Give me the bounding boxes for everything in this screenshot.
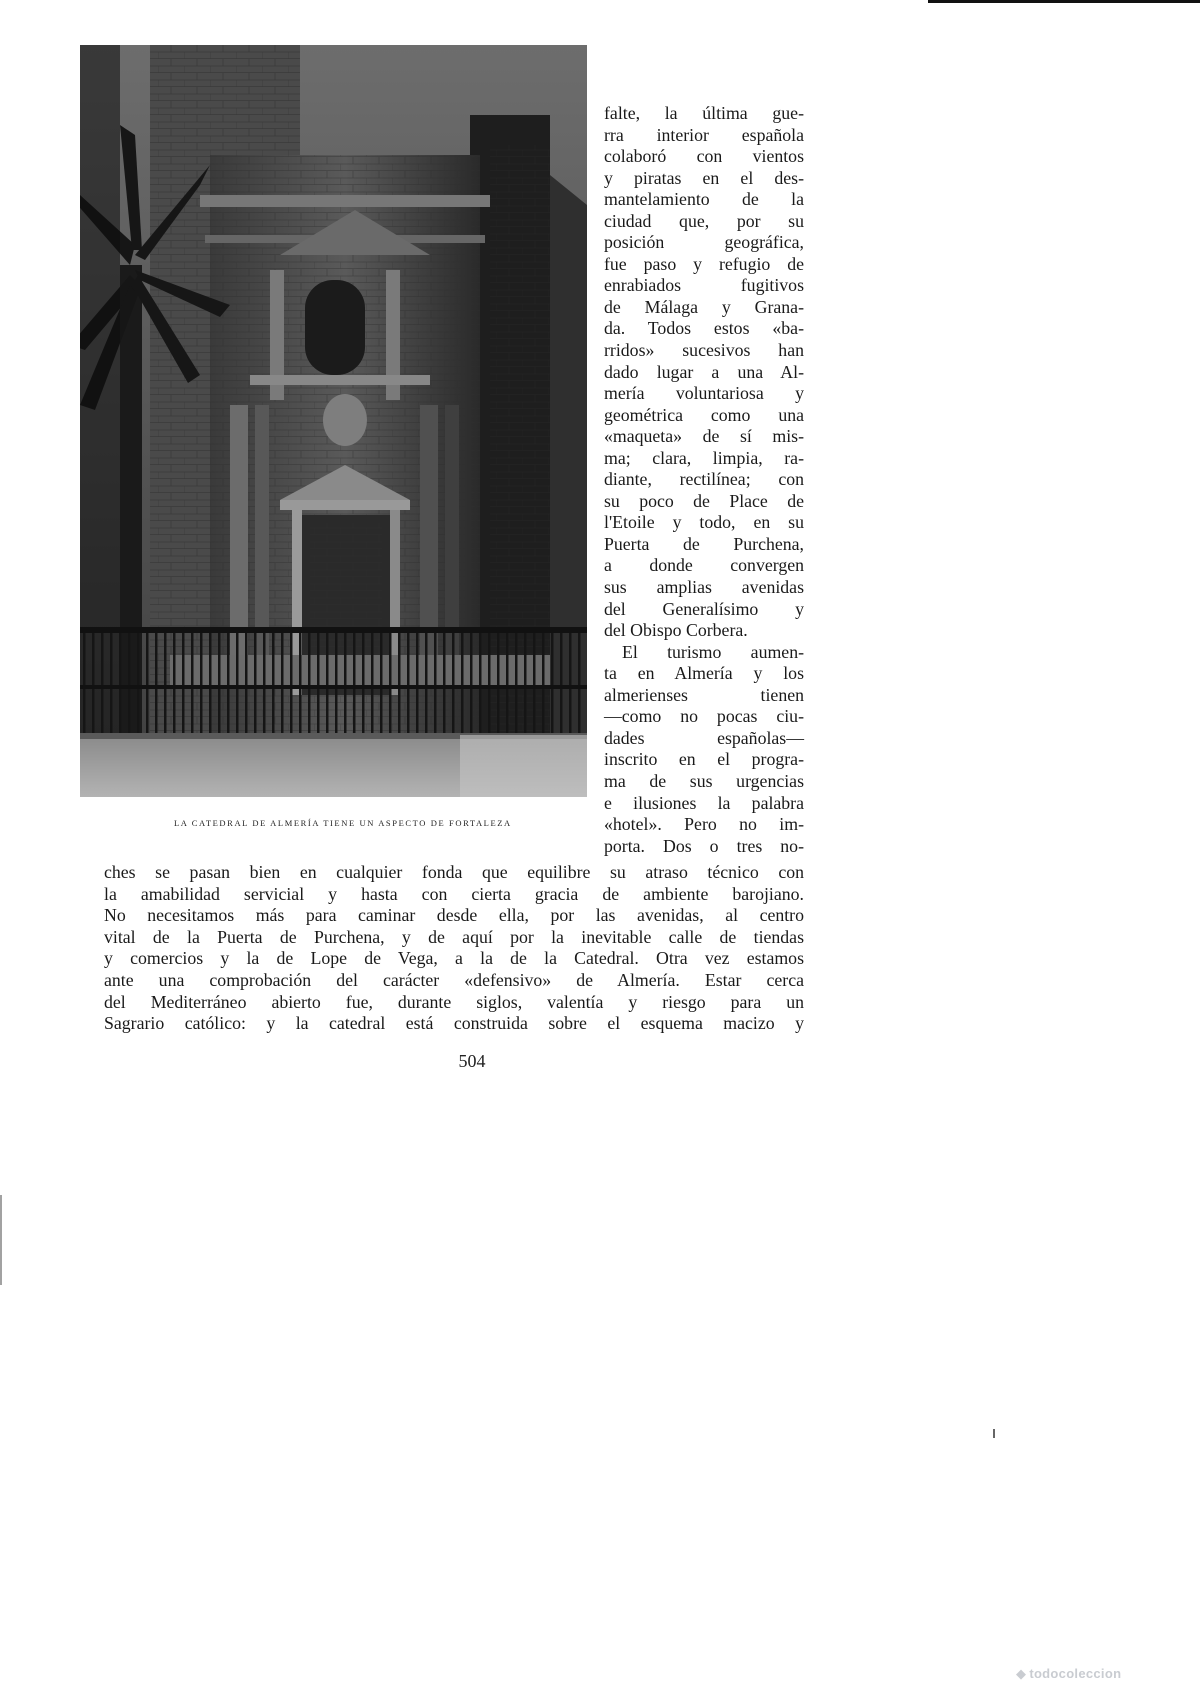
top-rule — [928, 0, 1200, 3]
text-line: enrabiados fugitivos — [604, 275, 804, 296]
text-line: e ilusiones la palabra — [604, 792, 804, 813]
text-line: Sagrario católico: y la catedral está construida sobre el esquema macizo y — [104, 1013, 804, 1034]
text-line: mantelamiento de la — [604, 189, 804, 210]
text-line: y comercios y la de Lope de Vega, a la de la Catedral. Otra vez estamos — [104, 948, 804, 969]
text-line: falte, la última gue- — [604, 103, 804, 123]
watermark-text: todocoleccion — [1029, 1666, 1122, 1681]
text-line: sus amplias avenidas — [604, 577, 804, 598]
text-line: ma; clara, limpia, ra- — [604, 447, 804, 468]
cathedral-photo — [80, 45, 587, 797]
text-line: colaboró con vientos — [604, 146, 804, 167]
text-line: Puerta de Purchena, — [604, 533, 804, 554]
scan-speck — [993, 1429, 995, 1438]
text-line: del Obispo Corbera. — [604, 620, 748, 641]
page-number: 504 — [458, 1051, 486, 1071]
text-line: rra interior española — [604, 124, 804, 145]
column-paragraph-2 — [604, 642, 804, 857]
text-line: ante una comprobación del carácter «defensivo» de Almería. Estar cerca — [104, 969, 804, 990]
text-line: «hotel». Pero no im- — [604, 814, 804, 835]
text-line: vital de la Puerta de Purchena, y de aquí por la inevitable calle de tiendas — [104, 926, 804, 947]
text-column — [604, 103, 804, 857]
photo-caption: LA CATEDRAL DE ALMERÍA TIENE UN ASPECTO DE FORTALEZA — [174, 818, 512, 828]
text-line: ches se pasan bien en cualquier fonda que equilibre su atraso técnico con — [104, 862, 804, 882]
text-line: —como no pocas ciu- — [604, 706, 804, 727]
text-line: de Málaga y Grana- — [604, 296, 804, 317]
text-line: da. Todos estos «ba- — [604, 318, 804, 339]
text-line: «maqueta» de sí mis- — [604, 426, 804, 447]
text-line: El turismo aumen- — [622, 641, 804, 662]
margin-mark — [0, 1195, 2, 1285]
watermark — [1016, 1666, 1186, 1682]
text-line: diante, rectilínea; con — [604, 469, 804, 490]
text-line: del Mediterráneo abierto fue, durante siglos, valentía y riesgo para un — [104, 991, 804, 1012]
text-line: No necesitamos más para caminar desde ella, por las avenidas, al centro — [104, 905, 804, 926]
text-line: fue paso y refugio de — [604, 253, 804, 274]
column-paragraph-1 — [604, 103, 804, 642]
text-line: y piratas en el des- — [604, 167, 804, 188]
text-line: mería voluntariosa y — [604, 383, 804, 404]
text-line: su poco de Place de — [604, 490, 804, 511]
text-line: la amabilidad servicial y hasta con cierta gracia de ambiente barojiano. — [104, 883, 804, 904]
text-line: l'Etoile y todo, en su — [604, 512, 804, 533]
text-line: inscrito en el progra- — [604, 749, 804, 770]
text-line: posición geográfica, — [604, 232, 804, 253]
text-line: geométrica como una — [604, 404, 804, 425]
text-line: almerienses tienen — [604, 684, 804, 705]
text-line: dado lugar a una Al- — [604, 361, 804, 382]
text-line: ta en Almería y los — [604, 663, 804, 684]
text-line: ciudad que, por su — [604, 210, 804, 231]
text-line: del Generalísimo y — [604, 598, 804, 619]
text-line: porta. Dos o tres no- — [604, 835, 804, 856]
text-line: a donde convergen — [604, 555, 804, 576]
text-line: dades españolas— — [604, 727, 804, 748]
watermark-logo-icon: ◆ — [1016, 1666, 1027, 1681]
text-line: ma de sus urgencias — [604, 770, 804, 791]
body-paragraph — [104, 862, 804, 1035]
text-line: rridos» sucesivos han — [604, 340, 804, 361]
